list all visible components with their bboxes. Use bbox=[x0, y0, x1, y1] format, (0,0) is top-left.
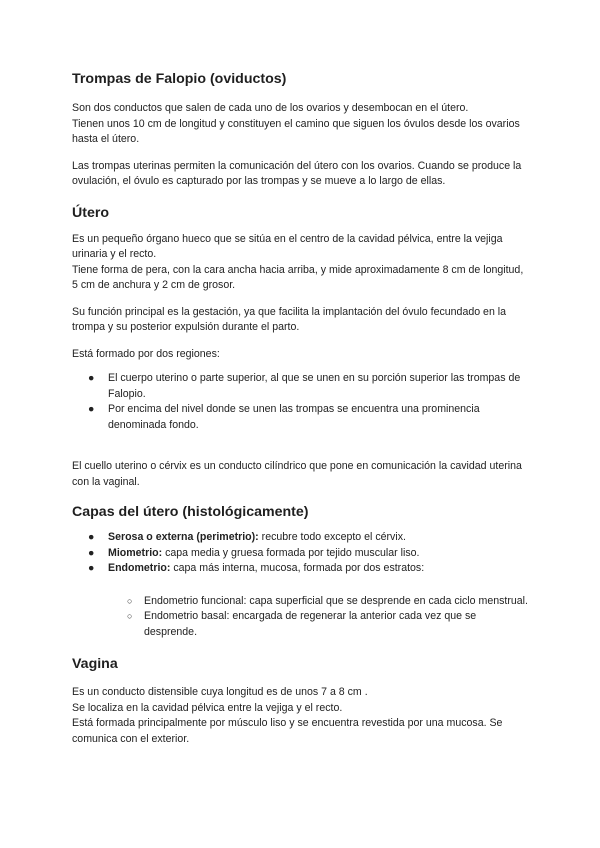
paragraph-trompas-2: Las trompas uterinas permiten la comunicación del útero con los ovarios. Cuando se produce la ovulación, el óvulo es capturado por las trompas y se mueve a lo largo de ellas. bbox=[72, 159, 522, 187]
paragraph-utero-2: Su función principal es la gestación, ya que facilita la implantación del óvulo fecundado en la trompa y su posterior expulsión durante el parto. bbox=[72, 305, 507, 333]
bullet-icon: ● bbox=[88, 403, 95, 415]
bullet-icon: ● bbox=[88, 546, 95, 559]
layer-term: Endometrio: bbox=[108, 562, 171, 574]
list-item bbox=[72, 609, 532, 640]
paragraph-utero-3: Está formado por dos regiones: bbox=[72, 347, 220, 360]
bullet-icon: ● bbox=[88, 372, 95, 384]
list-item bbox=[72, 594, 532, 610]
text-vagina-1: Es un conducto distensible cuya longitud es de unos 7 a 8 cm . Se localiza en la cavidad pélvica entre la vejiga y el recto. Está formada principalmente por músculo liso y se encuentra revestida por una mucosa. Se comunica con el exterior. bbox=[72, 686, 503, 745]
circle-bullet-icon: ○ bbox=[127, 611, 133, 621]
region-text: Por encima del nivel donde se unen las trompas se encuentra una prominencia denominada fondo. bbox=[108, 403, 480, 431]
regions-list bbox=[72, 371, 532, 433]
bullet-icon: ● bbox=[88, 531, 95, 543]
strata-list bbox=[72, 594, 532, 641]
stratum-text: Endometrio funcional: capa superficial que se desprende en cada ciclo menstrual. bbox=[144, 594, 528, 607]
paragraph-trompas-1 bbox=[72, 101, 532, 148]
layer-desc: capa media y gruesa formada por tejido muscular liso. bbox=[162, 546, 420, 559]
layers-list bbox=[72, 530, 532, 577]
circle-bullet-icon: ○ bbox=[127, 595, 133, 606]
layer-desc: capa más interna, mucosa, formada por dos estratos: bbox=[170, 562, 425, 574]
layer-term: Miometrio: bbox=[108, 546, 163, 559]
paragraph-vagina-1 bbox=[72, 685, 532, 747]
heading-capas: Capas del útero (histológicamente) bbox=[72, 504, 309, 520]
layer-desc: recubre todo excepto el cérvix. bbox=[258, 531, 406, 543]
paragraph-utero-1 bbox=[72, 232, 532, 294]
region-text: El cuerpo uterino o parte superior, al que se unen en su porción superior las trompas de Falopio. bbox=[108, 372, 521, 400]
paragraph-utero-4: El cuello uterino o cérvix es un conducto cilíndrico que pone en comunicación la cavidad uterina con la vaginal. bbox=[72, 460, 522, 488]
bullet-icon: ● bbox=[88, 562, 95, 574]
heading-utero: Útero bbox=[72, 204, 110, 221]
list-item bbox=[72, 530, 532, 546]
text-trompas-1: Son dos conductos que salen de cada uno de los ovarios y desembocan en el útero. Tienen unos 10 cm de longitud y constituyen el camino que siguen los óvulos desde los ovarios hasta el útero. bbox=[72, 102, 520, 145]
heading-vagina: Vagina bbox=[72, 656, 118, 672]
layer-term: Serosa o externa (perimetrio): bbox=[108, 531, 259, 543]
document-body bbox=[72, 70, 532, 747]
list-item bbox=[72, 561, 532, 577]
text-utero-1: Es un pequeño órgano hueco que se sitúa en el centro de la cavidad pélvica, entre la vejiga urinaria y el recto. Tiene forma de pera, con la cara ancha hacia arriba, y mide aproximadamente 8 cm de longitud, 5 cm de anchura y 2 cm de grosor. bbox=[72, 232, 524, 291]
list-item bbox=[72, 371, 532, 402]
heading-trompas: Trompas de Falopio (oviductos) bbox=[72, 71, 287, 87]
list-item bbox=[72, 546, 532, 562]
list-item bbox=[72, 402, 532, 433]
stratum-text: Endometrio basal: encargada de regenerar la anterior cada vez que se desprende. bbox=[144, 610, 477, 638]
